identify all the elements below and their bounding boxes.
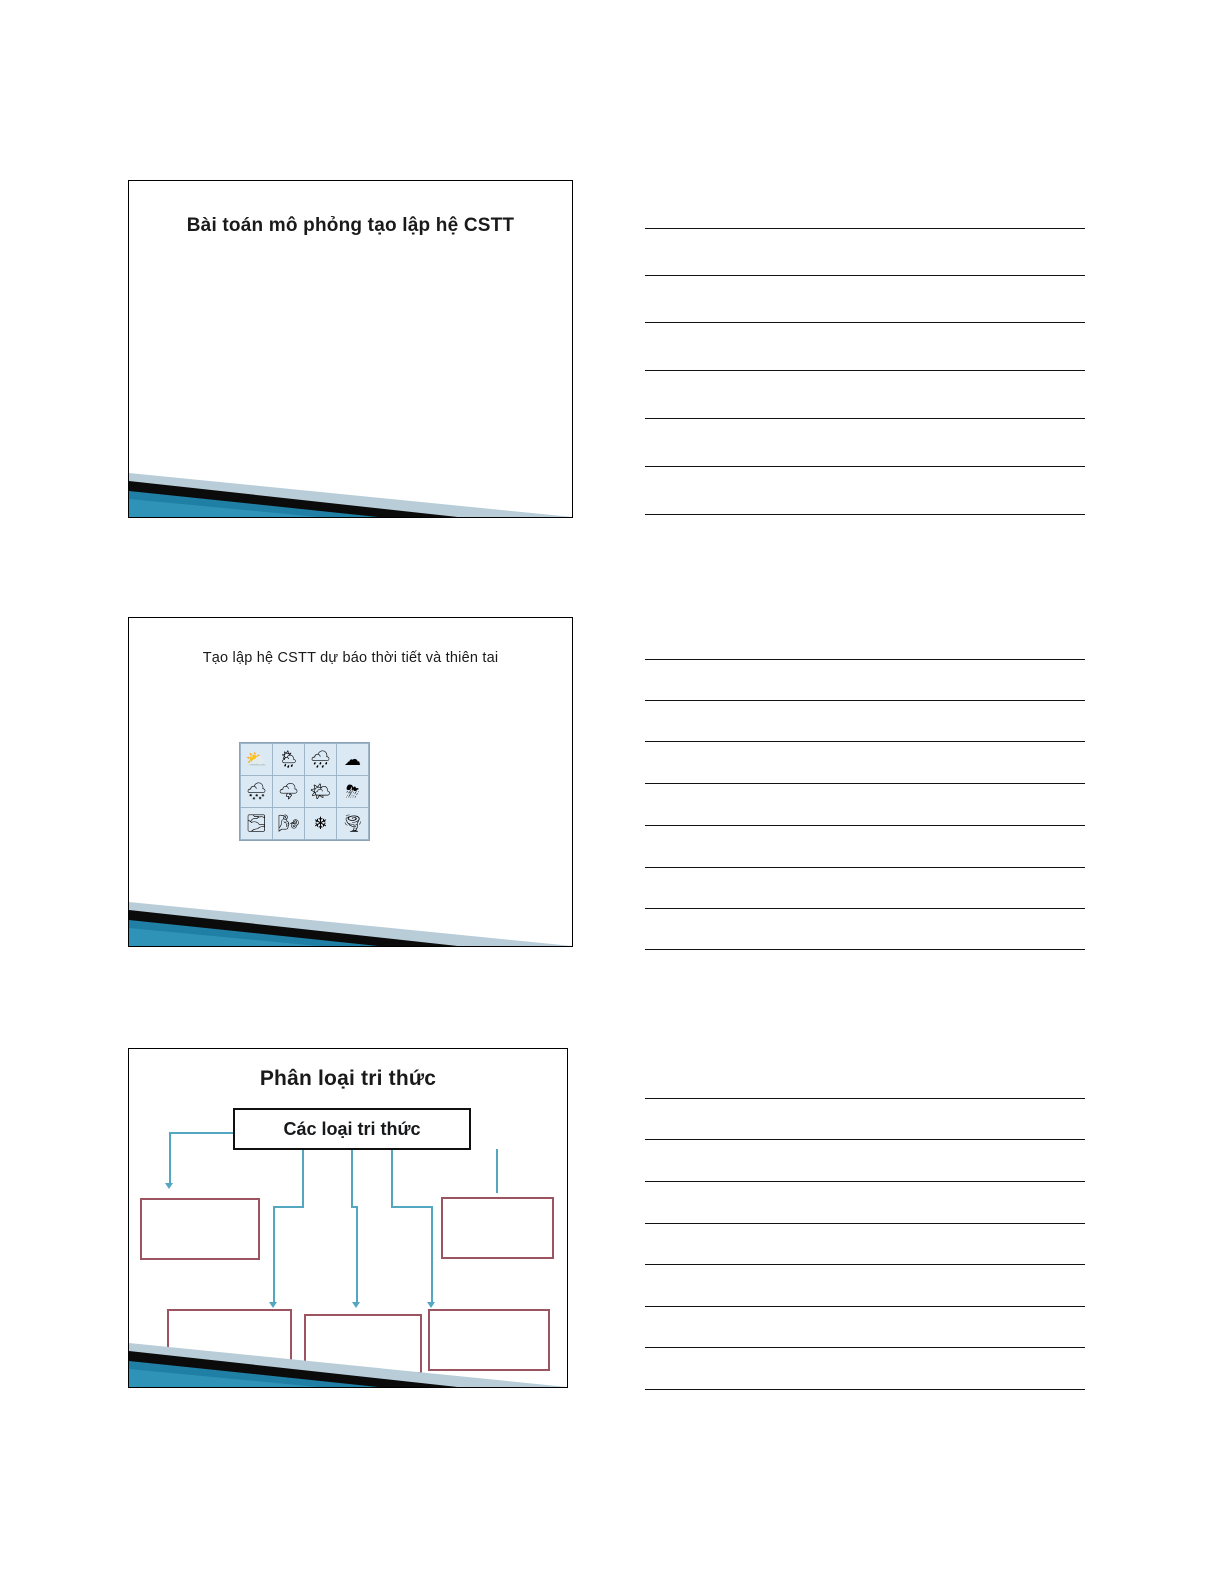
- slide-3-title: Phân loại tri thức: [259, 1067, 437, 1090]
- note-line: [645, 700, 1085, 701]
- slide-2-ribbon-decoration: [129, 876, 572, 946]
- note-line: [645, 1223, 1085, 1224]
- connector-root-stem-2: [302, 1149, 304, 1208]
- weather-icon-tornado: 🌪: [337, 808, 368, 839]
- weather-icon-cloud-with-lightning: 🌩: [273, 776, 304, 807]
- note-line: [645, 1139, 1085, 1140]
- weather-icon-fog: 🌫: [241, 808, 272, 839]
- weather-icon-cloud-with-lightning-and-rain: ⛈: [337, 776, 368, 807]
- note-line: [645, 322, 1085, 323]
- weather-icon-sun-behind-cloud: ⛅: [241, 744, 272, 775]
- note-line: [645, 1347, 1085, 1348]
- note-line: [645, 783, 1085, 784]
- diagram-leaf-node-4: [304, 1314, 422, 1374]
- connector-left-down: [169, 1132, 171, 1185]
- note-line: [645, 418, 1085, 419]
- connector-stem-4-drop: [431, 1206, 433, 1304]
- note-line: [645, 1389, 1085, 1390]
- note-line: [645, 825, 1085, 826]
- slide-3: [128, 1048, 568, 1388]
- slide-2-title: Tạo lập hệ CSTT dự báo thời tiết và thiên tai: [202, 650, 499, 666]
- arrow-down-icon: [427, 1302, 435, 1308]
- slide-1-notes: [645, 228, 1085, 522]
- note-line: [645, 741, 1085, 742]
- connector-stem-3-drop: [356, 1206, 358, 1304]
- note-line: [645, 1181, 1085, 1182]
- note-line: [645, 370, 1085, 371]
- note-line: [645, 1098, 1085, 1099]
- diagram-leaf-node-1: [140, 1198, 260, 1260]
- note-line: [645, 867, 1085, 868]
- connector-stem-2-drop: [273, 1206, 275, 1304]
- slide-2-notes: [645, 659, 1085, 949]
- weather-icon-sun-small: 🌤: [305, 776, 336, 807]
- note-line: [645, 275, 1085, 276]
- diagram-root-node: [233, 1108, 471, 1150]
- weather-icon-grid: [239, 742, 370, 841]
- slide-1-title: Bài toán mô phỏng tạo lập hệ CSTT: [186, 215, 515, 236]
- slide-1-ribbon-decoration: [129, 447, 572, 517]
- connector-root-stem-4: [391, 1149, 393, 1207]
- weather-icon-sun-behind-rain-cloud: 🌦: [273, 744, 304, 775]
- diagram-leaf-node-2: [441, 1197, 554, 1259]
- arrow-down-icon: [352, 1302, 360, 1308]
- diagram-leaf-node-5: [428, 1309, 550, 1371]
- note-line: [645, 949, 1085, 950]
- connector-root-stem-5: [496, 1149, 498, 1193]
- slide-2: [128, 617, 573, 947]
- weather-icon-snowflake: ❄: [305, 808, 336, 839]
- slide-1: [128, 180, 573, 518]
- weather-icon-wind: 🌬: [273, 808, 304, 839]
- note-line: [645, 1306, 1085, 1307]
- diagram-root-label: Các loại tri thức: [283, 1118, 421, 1139]
- note-line: [645, 908, 1085, 909]
- connector-stem-2-jog: [273, 1206, 304, 1208]
- connector-root-to-left: [169, 1132, 233, 1134]
- note-line: [645, 1264, 1085, 1265]
- note-line: [645, 659, 1085, 660]
- weather-icon-cloud-with-snow: 🌨: [241, 776, 272, 807]
- connector-stem-4-jog: [391, 1206, 432, 1208]
- arrow-down-icon: [269, 1302, 277, 1308]
- slide-3-notes: [645, 1098, 1085, 1388]
- connector-root-stem-3: [351, 1149, 353, 1207]
- note-line: [645, 466, 1085, 467]
- arrow-down-icon: [165, 1183, 173, 1189]
- weather-icon-cloud-with-rain: 🌧: [305, 744, 336, 775]
- weather-icon-cloud: ☁: [337, 744, 368, 775]
- diagram-leaf-node-3: [167, 1309, 292, 1371]
- note-line: [645, 228, 1085, 229]
- note-line: [645, 514, 1085, 515]
